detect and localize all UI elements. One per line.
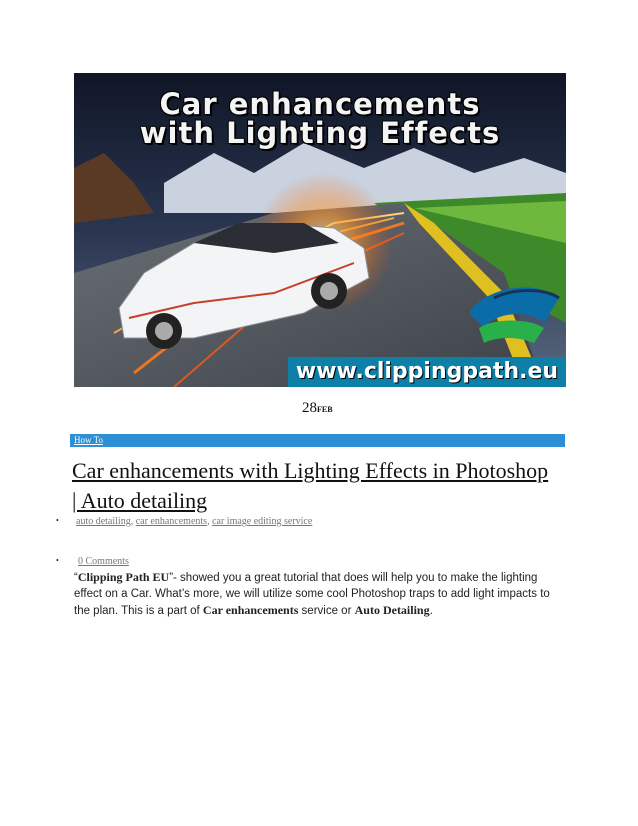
tag-link[interactable]: car enhancements xyxy=(135,516,208,527)
excerpt-text: . xyxy=(429,605,433,617)
bullet-marker: • xyxy=(56,516,59,525)
hero-title-line1: Car enhancements xyxy=(159,87,481,121)
date-day: 28 xyxy=(302,400,317,416)
bullet-marker: • xyxy=(56,556,59,565)
post-tags xyxy=(76,516,312,527)
post-title-link[interactable]: Car enhancements with Lighting Effects in Photoshop | Auto detailing xyxy=(72,458,549,513)
hero-url-banner: www.clippingpath.eu xyxy=(288,357,566,387)
tag-link[interactable]: auto detailing xyxy=(76,516,131,527)
tag-link[interactable]: car image editing service xyxy=(212,516,313,527)
category-link[interactable]: How To xyxy=(74,435,103,445)
hero-title-line2: with Lighting Effects xyxy=(139,116,501,150)
post-title[interactable] xyxy=(72,456,552,516)
service-name: Car enhancements xyxy=(202,603,299,617)
date-month: FEB xyxy=(317,405,333,414)
brand-name: Clipping Path EU xyxy=(77,570,170,584)
featured-image[interactable] xyxy=(74,73,566,387)
category-bar xyxy=(70,434,565,447)
open-quote: “ xyxy=(74,572,78,584)
comments-link[interactable]: 0 Comments xyxy=(78,556,129,567)
post-date xyxy=(302,400,333,417)
tag-separator: , xyxy=(207,516,213,527)
excerpt-text: ”- showed you a great tutorial that does will help you to make the lighting effect on a Car. What’s more, we will utilize some cool Photoshop traps to add light impacts to the plan. This is a part of xyxy=(74,572,550,617)
excerpt-text: service or xyxy=(298,605,355,617)
tag-separator: , xyxy=(130,516,136,527)
service-name: Auto Detailing xyxy=(354,603,430,617)
post-excerpt xyxy=(74,569,566,619)
